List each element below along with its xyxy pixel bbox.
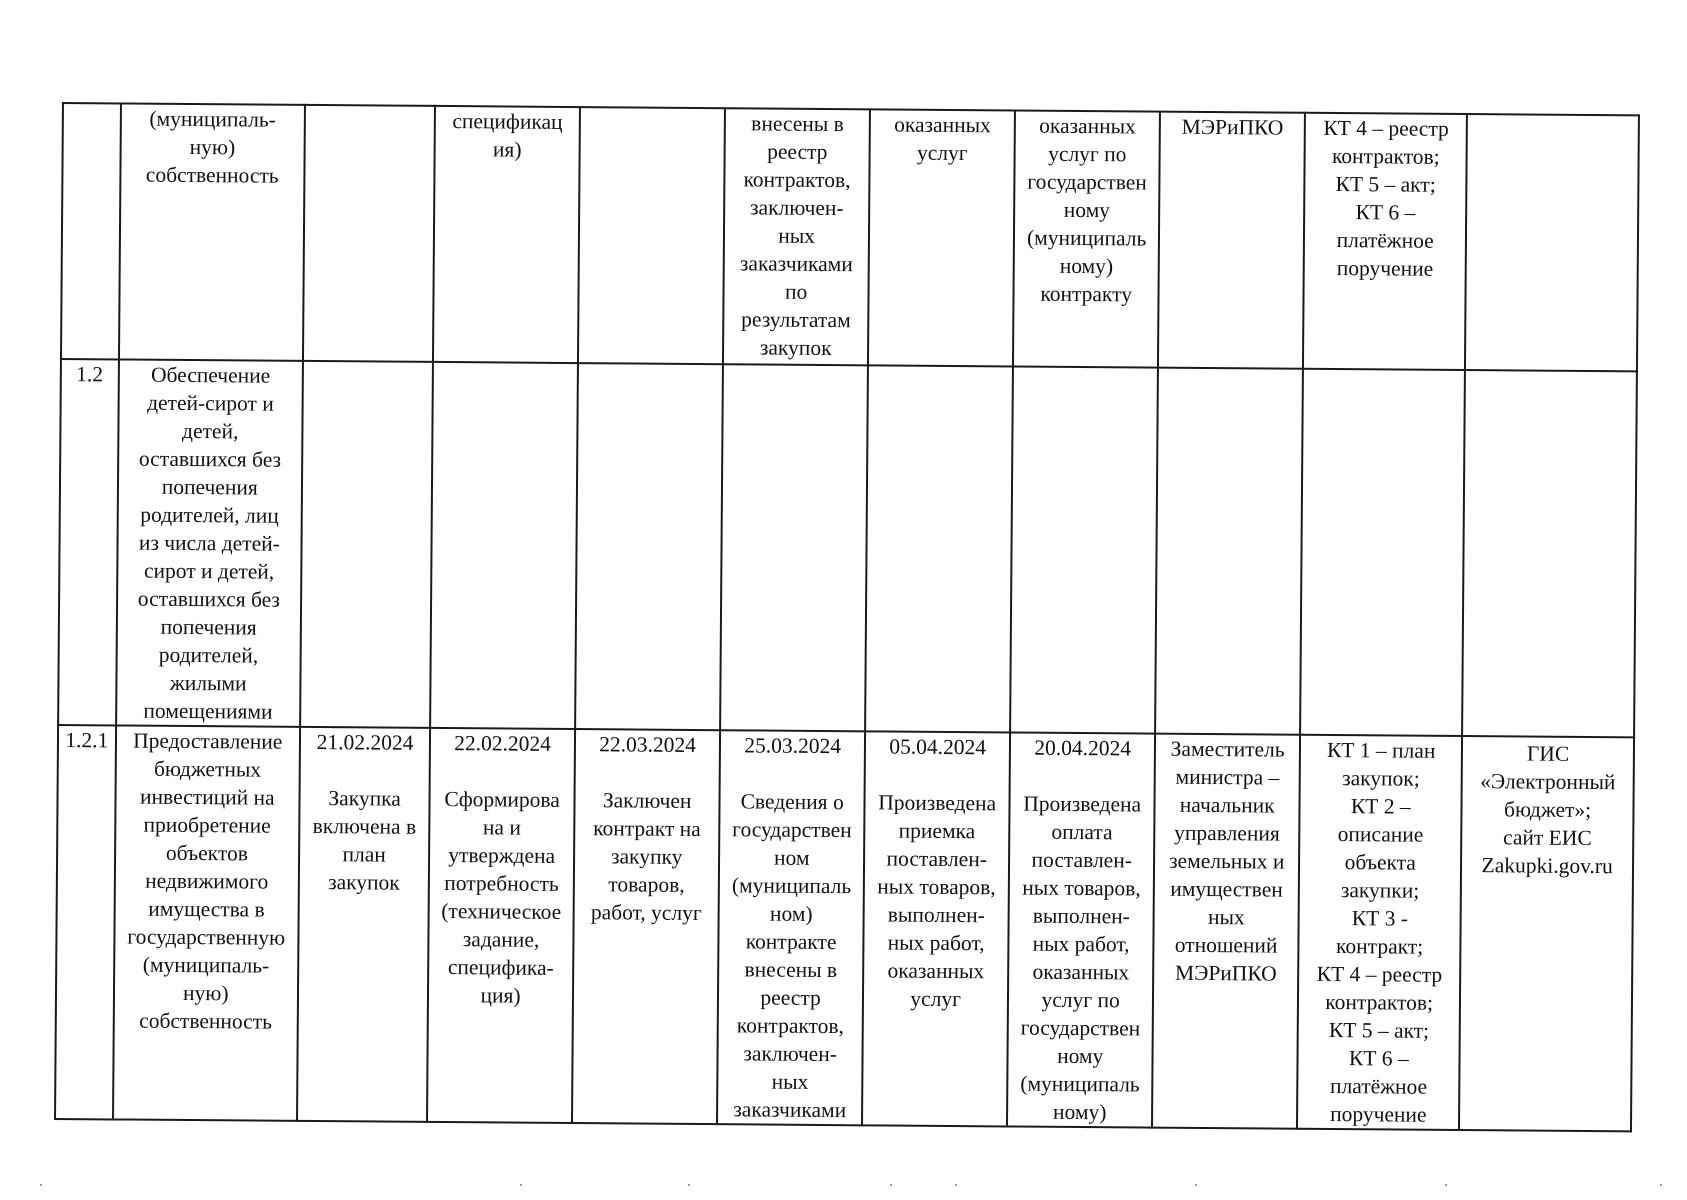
cell-text-line: на и xyxy=(482,815,522,840)
cell-text-line: закупок; xyxy=(1342,766,1420,791)
cell-text-line: объекта xyxy=(1344,850,1417,875)
cell-text-line: включена в xyxy=(312,813,417,839)
cell-text-line: внесены в xyxy=(744,957,838,983)
cell-text-line: попечения xyxy=(161,474,258,500)
cell-text-line: КТ 4 – реестр xyxy=(1316,961,1443,987)
cell-text-line: государствен xyxy=(1020,1015,1141,1041)
cell-text-line: КТ 1 – план xyxy=(1326,737,1436,763)
cell-text-line: детей, xyxy=(181,418,239,444)
cell-text-line: ных товаров, xyxy=(877,874,996,900)
cell-text-line: управления xyxy=(1174,820,1280,846)
cell-text-line: заказчиками xyxy=(733,1097,847,1123)
cell-text-line: недвижимого xyxy=(145,868,269,894)
cell-text-line: реестр xyxy=(760,985,821,1010)
event-name-cell xyxy=(119,103,305,360)
cell-text-line: Сведения о xyxy=(740,789,844,815)
cell-text-line: услуг xyxy=(916,140,968,166)
cell-text-line: ных работ, xyxy=(887,930,985,956)
cell-text-line: ных работ, xyxy=(1032,931,1130,957)
cell-text-line: приобретение xyxy=(143,812,271,838)
cell-text-line: (муниципаль- xyxy=(149,106,277,132)
cell-text-line: оказанных xyxy=(887,958,985,984)
information-system-cell xyxy=(1462,370,1637,737)
cell-text-line: поставлен- xyxy=(1031,847,1133,873)
row-number-cell: 1.2 xyxy=(58,359,118,725)
control-point-4-cell xyxy=(723,108,870,365)
control-point-5-cell xyxy=(862,731,1010,1126)
cell-text-line: приемка xyxy=(898,818,976,844)
control-point-1-cell xyxy=(297,727,430,1122)
control-point-2-cell xyxy=(427,728,575,1123)
cell-text-line: земельных и xyxy=(1169,848,1285,874)
cell-text-line: ГИС xyxy=(1526,741,1570,766)
cell-text-line: контрактов, xyxy=(743,167,851,193)
cell-text-line: ных xyxy=(778,223,816,248)
information-system-cell xyxy=(1459,736,1634,1131)
cell-text-line: услуг по xyxy=(1041,987,1120,1013)
cell-text-line: контракте xyxy=(745,929,837,955)
cell-text-line: ция) xyxy=(480,983,521,1008)
control-points-table xyxy=(54,102,1640,1132)
cell-text-line: родителей, лиц xyxy=(140,502,279,528)
cell-text-line: сирот и детей, xyxy=(143,558,275,584)
document-type-cell xyxy=(1297,735,1462,1130)
cell-text-line: закупок xyxy=(759,335,832,361)
cell-text-line: поставлен- xyxy=(886,846,988,872)
control-point-date: 05.04.2024 xyxy=(889,734,987,760)
cell-text-line: КТ 4 – реестр xyxy=(1323,115,1449,141)
cell-text-line: контрактов, xyxy=(736,1013,845,1039)
cell-text-line: заказчиками xyxy=(739,251,853,277)
cell-text-line: инвестиций на xyxy=(139,784,275,810)
cell-text-line: услуг xyxy=(910,986,962,1012)
cell-text-line: МЭРиПКО xyxy=(1174,960,1277,986)
control-point-date: 22.02.2024 xyxy=(454,731,552,756)
cell-text-line: ных xyxy=(771,1069,809,1094)
information-system-cell xyxy=(1465,114,1639,371)
cell-text-line: собственность xyxy=(139,1008,273,1034)
cell-text-line: отношений xyxy=(1174,932,1278,958)
control-point-1-cell xyxy=(303,105,435,362)
control-point-6-cell xyxy=(1013,110,1160,367)
table-row xyxy=(55,725,1634,1131)
cell-text-line: детей-сирот и xyxy=(147,390,274,416)
cell-text-line: по xyxy=(784,279,808,304)
cell-text-line: имущества в xyxy=(148,896,265,922)
cell-text-line: ия) xyxy=(492,137,522,162)
cell-text-line: ному) xyxy=(1053,1099,1107,1125)
cell-text-line: услуг по xyxy=(1048,141,1127,167)
cell-text-line: КТ 6 – xyxy=(1348,1046,1409,1071)
cell-text-line: ном) xyxy=(769,901,813,926)
cell-text-line: ному xyxy=(1057,1043,1104,1069)
cell-text-line: КТ 2 – xyxy=(1350,794,1411,819)
cell-text-line: работ, услуг xyxy=(590,900,702,926)
cell-text-line: МЭРиПКО xyxy=(1181,114,1284,140)
cell-text-line: КТ 5 – акт; xyxy=(1335,172,1436,197)
cell-text-line: потребность xyxy=(444,871,559,896)
cell-text-line: ном xyxy=(773,845,810,870)
cell-text-line: (техническое xyxy=(441,899,562,924)
cell-text-line: выполнен- xyxy=(1032,903,1130,929)
cell-text-line: контракт на xyxy=(593,816,701,842)
control-point-date: 22.03.2024 xyxy=(599,732,697,757)
control-point-date: 25.03.2024 xyxy=(744,733,842,759)
cell-text-line: реестр xyxy=(767,139,828,165)
control-point-6-cell xyxy=(1010,366,1158,733)
cell-text-line: сайт ЕИС xyxy=(1503,825,1592,851)
cell-text-line: оплата xyxy=(1051,819,1113,845)
control-point-6-cell xyxy=(1007,732,1155,1127)
cell-text-line: КТ 5 – акт; xyxy=(1328,1017,1430,1043)
cell-text-line: внесены в xyxy=(751,111,844,137)
table-row xyxy=(58,359,1637,737)
cell-text-line: из числа детей- xyxy=(138,530,280,556)
cell-text-line: родителей, xyxy=(158,642,259,668)
control-point-3-cell xyxy=(578,107,725,364)
control-point-5-cell xyxy=(868,109,1015,366)
cell-text-line: ную) xyxy=(189,135,236,160)
cell-text-line: КТ 6 – xyxy=(1355,200,1416,225)
control-point-4-cell xyxy=(717,730,865,1125)
cell-text-line: поручение xyxy=(1336,256,1434,281)
cell-text-line: спецификац xyxy=(452,109,563,134)
cell-text-line: бюджет»; xyxy=(1503,797,1592,823)
event-name-cell xyxy=(116,359,303,726)
cell-text-line: государственную xyxy=(127,924,286,950)
control-point-1-cell xyxy=(300,361,433,728)
cell-text-line: оставшихся без xyxy=(138,446,282,472)
cell-text-line: имуществен xyxy=(1170,876,1283,902)
cell-text-line: контрактов; xyxy=(1325,989,1434,1015)
cell-text-line: бюджетных xyxy=(153,756,262,782)
row-number-cell xyxy=(61,103,121,359)
cell-text-line: ному xyxy=(1063,197,1111,223)
cell-text-line: Zakupki.gov.ru xyxy=(1481,853,1613,879)
cell-text-line: оказанных xyxy=(894,112,991,138)
table-row xyxy=(61,103,1639,371)
document-type-cell xyxy=(1300,369,1465,736)
cell-text-line: КТ 3 - xyxy=(1351,906,1409,931)
cell-text-line: платёжное xyxy=(1329,1073,1428,1099)
cell-text-line: начальник xyxy=(1179,792,1275,818)
cell-text-line: ному) xyxy=(1059,253,1114,279)
control-point-date: 20.04.2024 xyxy=(1034,735,1132,761)
row-number-cell: 1.2.1 xyxy=(55,725,116,1119)
cell-text-line: закупку xyxy=(610,844,683,869)
cell-text-line: контракт; xyxy=(1336,934,1424,959)
cell-text-line: товаров, xyxy=(608,872,685,897)
cell-text-line: оказанных xyxy=(1032,959,1130,985)
control-point-3-cell xyxy=(575,363,723,730)
control-point-2-cell xyxy=(433,106,580,363)
cell-text-line: Предоставление xyxy=(133,728,283,754)
cell-text-line: попечения xyxy=(160,614,257,640)
control-point-5-cell xyxy=(865,365,1013,732)
cell-text-line: Заместитель xyxy=(1170,736,1285,762)
cell-text-line: (муниципаль- xyxy=(142,952,270,978)
cell-text-line: план xyxy=(342,842,386,867)
cell-text-line: специфика- xyxy=(447,955,554,980)
cell-text-line: закупки; xyxy=(1340,878,1420,903)
cell-text-line: выполнен- xyxy=(887,902,985,928)
cell-text-line: платёжное xyxy=(1336,228,1434,253)
control-point-3-cell xyxy=(572,729,720,1124)
cell-text-line: поручение xyxy=(1330,1101,1427,1127)
cell-text-line: государствен xyxy=(732,817,852,843)
cell-text-line: государствен xyxy=(1027,169,1147,195)
cell-text-line: объектов xyxy=(165,840,249,866)
cell-text-line: оказанных xyxy=(1039,113,1136,139)
scan-artifact-dots xyxy=(0,1184,1687,1186)
cell-text-line: ную) xyxy=(182,980,229,1006)
cell-text-line: собственность xyxy=(145,162,279,188)
cell-text-line: результатам xyxy=(741,307,851,333)
cell-text-line: описание xyxy=(1337,822,1424,847)
cell-text-line: Закупка xyxy=(328,786,401,811)
cell-text-line: Произведена xyxy=(1023,791,1142,817)
cell-text-line: заключен- xyxy=(743,1041,838,1067)
cell-text-line: (муниципаль xyxy=(1020,1071,1140,1097)
cell-text-line: Сформирова xyxy=(444,787,560,812)
cell-text-line: помещениями xyxy=(143,698,273,724)
cell-text-line: (муниципаль xyxy=(731,873,852,899)
cell-text-line: оставшихся без xyxy=(137,586,281,612)
cell-text-line: министра – xyxy=(1175,764,1280,790)
responsible-person-cell xyxy=(1152,734,1300,1129)
document-type-cell xyxy=(1303,113,1467,370)
cell-text-line: задание, xyxy=(462,927,540,952)
cell-text-line: «Электронный xyxy=(1480,769,1616,795)
cell-text-line: контракту xyxy=(1040,281,1133,307)
event-name-cell xyxy=(113,725,301,1120)
cell-text-line: Заключен xyxy=(602,788,692,813)
cell-text-line: ных xyxy=(1207,905,1245,930)
cell-text-line: утверждена xyxy=(448,843,556,868)
control-point-4-cell xyxy=(720,364,868,731)
cell-text-line: контрактов; xyxy=(1331,143,1440,169)
cell-text-line: закупок xyxy=(328,870,400,895)
cell-text-line: жилыми xyxy=(169,670,247,696)
control-point-date: 21.02.2024 xyxy=(316,730,414,755)
responsible-person-cell xyxy=(1155,368,1303,735)
cell-text-line: заключен- xyxy=(750,195,844,221)
cell-text-line: Произведена xyxy=(878,790,997,816)
cell-text-line: (муниципаль xyxy=(1026,225,1147,251)
cell-text-line: ных товаров, xyxy=(1022,875,1141,901)
control-point-2-cell xyxy=(430,362,578,729)
cell-text-line: Обеспечение xyxy=(150,362,271,388)
responsible-person-cell xyxy=(1158,112,1305,369)
